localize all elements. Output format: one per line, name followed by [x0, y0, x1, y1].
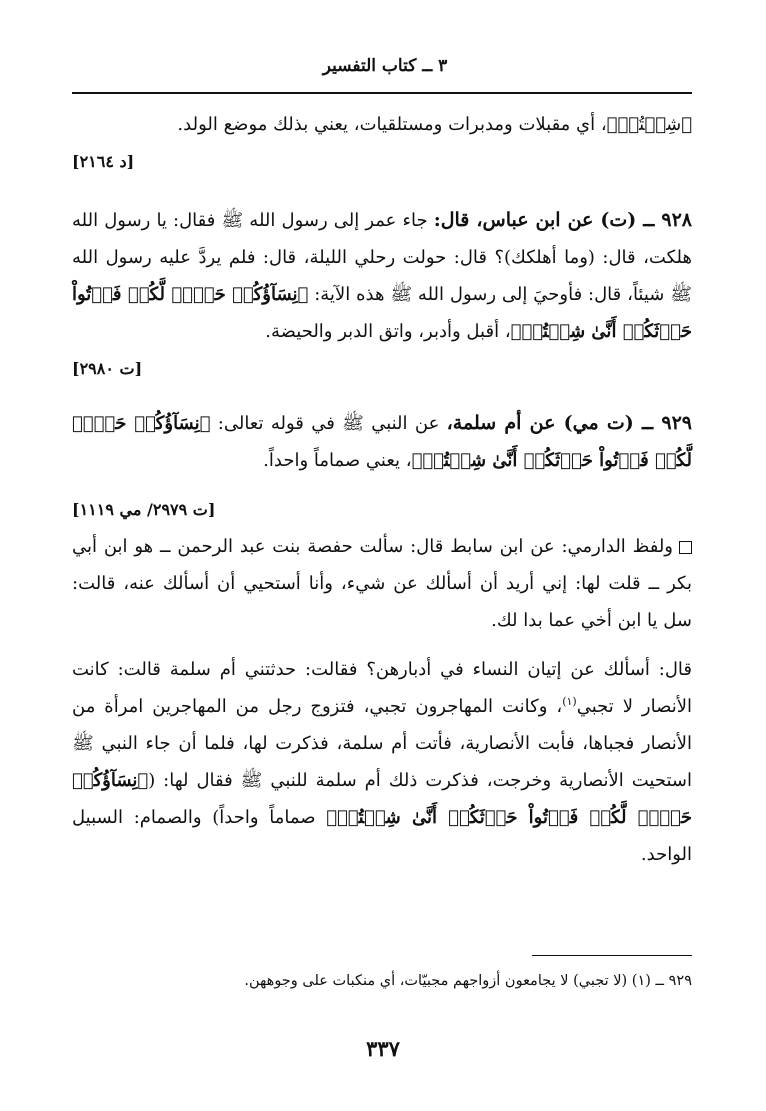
hadith-929-text: عن النبي ﷺ في قوله تعالى:	[217, 413, 440, 434]
footnote: ٩٢٩ ــ (١) (لا تجبي) لا يجامعون أزواجهم مجبيّات، أي منكبات على وجوههن.	[244, 973, 692, 989]
reference-tirmidhi-2980	[72, 350, 692, 387]
darimi-paragraph	[72, 528, 692, 639]
umm-salama-paragraph	[72, 651, 692, 873]
hadith-929-title: ٩٢٩ ــ (ت مي) عن أم سلمة،	[446, 412, 692, 434]
square-marker-icon	[679, 541, 692, 554]
footnote-marker[interactable]: (١)	[562, 695, 577, 708]
reference-text: [د ٢١٦٤]	[72, 152, 135, 171]
paragraph-text-part2: ، وكانت المهاجرون تجبي، فتزوج رجل من المهاجرين امرأة من الأنصار فجباها، فأبت الأنصارية، فأتت أم سلمة، فذكرت لها، فلما أن جاء النبي ﷺ استحيت الأنصارية وخرجت، فذكرت ذلك أم سلمة للنبي ﷺ فقال لها: (	[72, 696, 692, 791]
hadith-928-title: ٩٢٨ ــ (ت) عن ابن عباس، قال:	[433, 209, 692, 231]
paragraph-text-part1: قال: أسألك عن إتيان النساء في أدبارهن؟ فقالت: حدثتني أم سلمة قالت: كانت الأنصار لا تجبي	[72, 659, 692, 717]
header-rule	[72, 92, 692, 94]
reference-abu-dawud	[72, 143, 692, 180]
hadith-928-quran-verse: ﴿نِسَآؤُكُمۡ حَرۡثٞ لَّكُمۡ فَأۡتُواْ حَرۡثَكُمۡ أَنَّىٰ شِئۡتُمۡ﴾	[72, 284, 692, 342]
hadith-928-end: ، أقبل وأدبر، واتق الدبر والحيضة.	[265, 321, 511, 342]
hadith-929-end: ، يعني صماماً واحداً.	[263, 450, 412, 471]
page-body	[72, 106, 692, 873]
paragraph-text-end: صماماً واحداً) والصمام: السبيل الواحد.	[72, 807, 692, 865]
reference-tirmidhi-darimi	[72, 491, 692, 528]
hadith-929	[72, 405, 692, 479]
spacer	[72, 639, 692, 651]
running-header: ٣ ــ كتاب التفسير	[322, 56, 448, 76]
hadith-929-quran-verse: ﴿نِسَآؤُكُمۡ حَرۡثٞ لَّكُمۡ فَأۡتُواْ حَرۡثَكُمۡ أَنَّىٰ شِئۡتُمۡ﴾	[72, 413, 692, 471]
hadith-928	[72, 202, 692, 350]
paragraph-quran-verse: ﴿نِسَآؤُكُمۡ حَرۡثٞ لَّكُمۡ فَأۡتُواْ حَرۡثَكُمۡ أَنَّىٰ شِئۡتُمۡ﴾	[72, 770, 692, 828]
intro-line: ﴿شِئۡتُمۡ﴾، أي مقبلات ومدبرات ومستلقيات، يعني بذلك موضع الولد.	[177, 114, 692, 135]
spacer	[72, 180, 692, 202]
reference-text: [ت ٢٩٧٩/ مي ١١١٩]	[72, 500, 216, 519]
spacer	[72, 479, 692, 491]
page-number: ٣٣٧	[366, 1036, 400, 1061]
spacer	[72, 387, 692, 405]
hadith-928-text: جاء عمر إلى رسول الله ﷺ فقال: يا رسول الله هلكت، قال: (وما أهلكك)؟ قال: حولت رحلي الليلة، قال: فلم يردَّ عليه رسول الله ﷺ شيئاً، قال: فأوحيَ إلى رسول الله ﷺ هذه الآية:	[72, 210, 692, 305]
reference-text: [ت ٢٩٨٠]	[72, 359, 143, 378]
darimi-text: ولفظ الدارمي: عن ابن سابط قال: سألت حفصة بنت عبد الرحمن ــ هو ابن أبي بكر ــ قلت لها: إني أريد أن أسألك عن شيء، وأنا أستحيي أن أسألك عنه، قالت: سل يا ابن أخي عما بدا لك.	[72, 536, 692, 631]
footnote-rule	[532, 955, 692, 956]
